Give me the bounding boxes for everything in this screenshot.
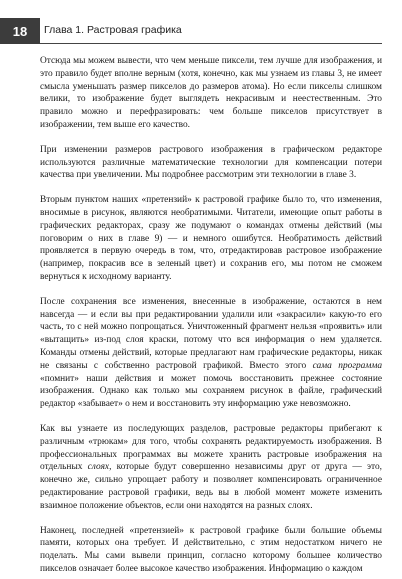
text-run: «помнит» наши действия и может помочь восстановить прежнее состояние изображения. Однако как только мы сохраняем рисунок в файле, графический редактор «забывает» о нем и восстановить эту информацию уже невозможно. <box>40 373 382 410</box>
emphasis: сама программа <box>312 360 383 371</box>
paragraph-5 <box>40 423 382 513</box>
text-run: Наконец, последней «претензией» к растровой графике были большие объемы памяти, которых она требует. И действительно, с этим недостатком ничего не поделать. Мы сами вывели принцип, согласно которому большее количество пикселов означает более высокое качество изображения. Информацию о каждом <box>40 525 382 574</box>
paragraph-6 <box>40 525 382 576</box>
text-run: , которые будут совершенно независимы друг от друга — это, конечно же, сильно упрощает работу и позволяет компенсировать ограниченное редактирование растровой графики, ведь вы в любой момент можете изменить взаимное положение объектов, если они находятся на разных слоях. <box>40 462 382 511</box>
text-run: Отсюда мы можем вывести, что чем меньше пиксели, тем лучше для изображения, и это правило будет вполне верным (хотя, конечно, как мы узнаем из главы 3, не имеет смысла уменьшать размер пикселов до размеров атома). Но если пикселы слишком велики, то изображение будет выглядеть некрасивым и неестественным. Это правило можно и перефразировать: чем больше пикселов присутствует в изображении, тем выше его качество. <box>40 56 382 130</box>
emphasis: слоях <box>87 462 110 473</box>
text-run: Как вы узнаете из последующих разделов, растровые редакторы прибегают к различным «трюкам» для того, чтобы сохранять редактируемость изображения. В профессиональных программах вы можете хранить растровые изображения на отдельных <box>40 423 382 473</box>
paragraph-1 <box>40 55 382 132</box>
text-run: Вторым пунктом наших «претензий» к растровой графике было то, что изменения, вносимые в рисунок, являются необратимыми. Читатели, имеющие опыт работы в графических редакторах, сразу же подумают о командах отмены действий (мы поговорим о них в главе 9) — и немного ошибутся. Необратимость действий проявляется в первую очередь в том, что, отредактировав растровое изображение (например, покрасив все в зеленый цвет) и сохранив его, мы потом не сможем вернуться к исходному варианту. <box>40 195 382 282</box>
header-rule <box>40 43 382 44</box>
paragraph-3 <box>40 194 382 284</box>
text-run: При изменении размеров растрового изображения в графическом редакторе используются различные математические технологии для компенсации потери качества при увеличении. Мы подробнее рассмотрим эти технологии в главе 3. <box>40 144 382 181</box>
text-run: После сохранения все изменения, внесенные в изображение, остаются в нем навсегда — и если вы при редактировании удалили или «закрасили» какую-то его часть, то с ней можно попрощаться. Уничтоженный фрагмент нельзя «проявить» или «вытащить» из-под слоя краски, потому что вся информация о нем удаляется. Команды отмены действий, которые предлагают нам графические редакторы, никак не связаны с собственно растровой графикой. Вместо этого <box>40 296 382 371</box>
page-number: 18 <box>0 18 40 44</box>
chapter-title: Глава 1. Растровая графика <box>44 24 182 36</box>
paragraph-2 <box>40 144 382 182</box>
body-text <box>40 55 382 576</box>
page-header <box>0 18 402 44</box>
paragraph-4 <box>40 296 382 411</box>
